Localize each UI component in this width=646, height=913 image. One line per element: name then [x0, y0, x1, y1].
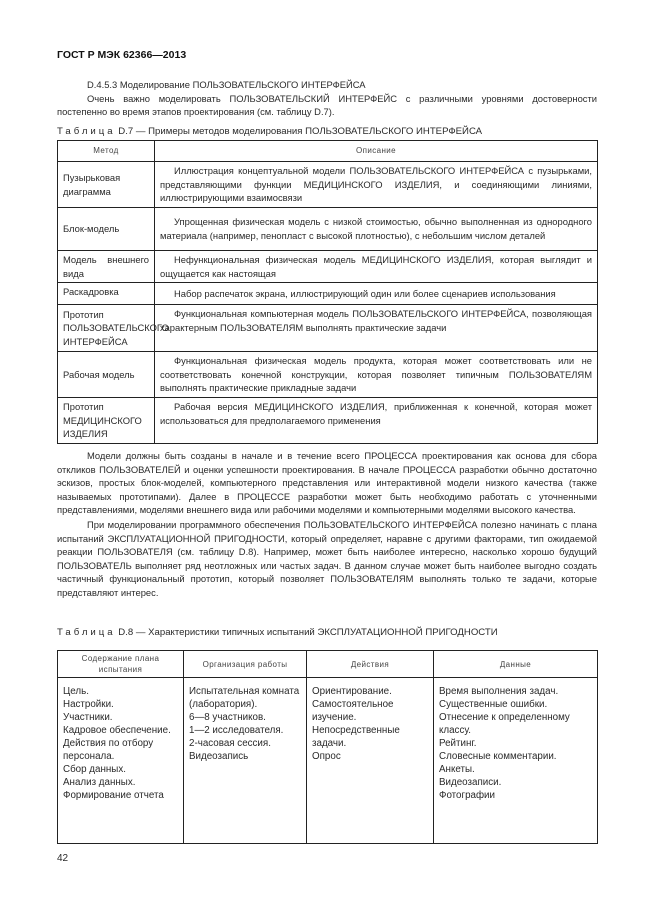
body-text	[57, 449, 597, 600]
data-cell	[434, 678, 598, 844]
table-row	[58, 352, 598, 398]
column-header-method: Метод	[58, 141, 155, 162]
list-item: Видеозапись	[189, 751, 249, 762]
document-header: ГОСТ Р МЭК 62366—2013	[57, 49, 187, 61]
list-item: Видеозаписи.	[439, 777, 502, 788]
description-cell: Набор распечаток экрана, иллюстрирующий один или более сценариев использования	[155, 283, 598, 305]
table-row	[58, 162, 598, 208]
list-item: Опрос	[312, 751, 341, 762]
list-item: Сбор данных.	[63, 764, 126, 775]
list-item: Действия по отбору персонала.	[63, 738, 154, 762]
intro-section	[57, 78, 597, 119]
table-d7-caption	[57, 126, 482, 137]
organization-cell	[184, 678, 307, 844]
table-header-row	[58, 651, 598, 678]
caption-text: D.7 — Примеры методов моделирования ПОЛЬЗОВАТЕЛЬСКОГО ИНТЕРФЕЙСА	[115, 126, 483, 137]
table-header-row	[58, 141, 598, 162]
list-item: Самостоятельное изучение.	[312, 699, 394, 723]
table-row	[58, 208, 598, 251]
column-header-description: Описание	[155, 141, 598, 162]
description-cell: Упрощенная физическая модель с низкой стоимостью, обычно выполненная из однородного материала (например, пенопласт с высокой плотностью), с небольшим числом деталей	[155, 208, 598, 251]
method-cell: Прототип ПОЛЬЗОВАТЕЛЬСКОГО ИНТЕРФЕЙСА	[58, 305, 155, 352]
list-item: 1—2 исследователя.	[189, 725, 284, 736]
table-d8-caption	[57, 627, 498, 638]
description-cell: Функциональная компьютерная модель ПОЛЬЗОВАТЕЛЬСКОГО ИНТЕРФЕЙСА, позволяющая характерным ПОЛЬЗОВАТЕЛЯМ выполнять практические задачи	[155, 305, 598, 352]
table-row	[58, 397, 598, 443]
table-row	[58, 305, 598, 352]
paragraph-software-modeling: При моделировании программного обеспечения ПОЛЬЗОВАТЕЛЬСКОГО ИНТЕРФЕЙСА полезно начинать с плана испытаний ЭКСПЛУАТАЦИОННОЙ ПРИГОДНОСТИ, который определяет, наравне с другими факторами, тип ожидаемой реакции ПОЛЬЗОВАТЕЛЯ (см. таблицу D.8). Например, может быть наиболее интересно, насколько хорошо будущий ПОЛЬЗОВАТЕЛЬ выполняет ряд неотложных или частых задач. В данном случае может быть наиболее выгодно создать частичный функциональный прототип, который позволяет ПОЛЬЗОВАТЕЛЯМ выполнять только те задачи, которые представляют интерес.	[57, 518, 597, 598]
column-header-data: Данные	[434, 651, 598, 678]
list-item: Формирование отчета	[63, 790, 164, 801]
list-item: Фотографии	[439, 790, 495, 801]
caption-text: D.8 — Характеристики типичных испытаний ЭКСПЛУАТАЦИОННОЙ ПРИГОДНОСТИ	[115, 627, 498, 638]
list-item: Анализ данных.	[63, 777, 136, 788]
table-row	[58, 251, 598, 283]
list-item: Кадровое обеспечение.	[63, 725, 171, 736]
list-item: Рейтинг.	[439, 738, 477, 749]
paragraph-models: Модели должны быть созданы в начале и в течение всего ПРОЦЕССА проектирования как основа для сбора откликов ПОЛЬЗОВАТЕЛЕЙ и оценки успешности проектирования. В начале ПРОЦЕССА разработки обычно достаточно эскизов, простых блок-моделей, компьютерного представления или интерактивной модели низкого качества (также называемых прототипами). Далее в ПРОЦЕССЕ разработки может быть необходимо работать с уточненными представлениями, моделями внешнего вида или рабочими моделями и компьютерными моделями высокого качества.	[57, 450, 597, 516]
list-item: Непосредственные задачи.	[312, 725, 400, 749]
description-cell: Нефункциональная физическая модель МЕДИЦИНСКОГО ИЗДЕЛИЯ, которая выглядит и ощущается как настоящая	[155, 251, 598, 283]
column-header-organization: Организация работы	[184, 651, 307, 678]
list-item: Цель.	[63, 686, 89, 697]
description-cell: Функциональная физическая модель продукта, которая может соответствовать или не соответствовать конечной конструкции, которая позволяет типичным ПОЛЬЗОВАТЕЛЯМ выполнять практические прикладные задачи	[155, 352, 598, 398]
list-item: Участники.	[63, 712, 113, 723]
table-d8	[57, 650, 598, 844]
list-item: 2-часовая сессия.	[189, 738, 271, 749]
actions-cell	[307, 678, 434, 844]
list-item: 6—8 участников.	[189, 712, 266, 723]
description-cell: Рабочая версия МЕДИЦИНСКОГО ИЗДЕЛИЯ, приближенная к конечной, которая может использоваться для предполагаемого применения	[155, 397, 598, 443]
list-item: Настройки.	[63, 699, 114, 710]
caption-prefix: Таблица	[57, 126, 116, 137]
page-number: 42	[57, 853, 69, 864]
caption-prefix: Таблица	[57, 627, 116, 638]
list-item: Испытательная комната (лаборатория).	[189, 686, 300, 710]
method-cell: Раскадровка	[58, 283, 155, 305]
method-cell: Модель внешнего вида	[58, 251, 155, 283]
column-header-actions: Действия	[307, 651, 434, 678]
column-header-plan: Содержание плана испытания	[58, 651, 184, 678]
intro-paragraph: Очень важно моделировать ПОЛЬЗОВАТЕЛЬСКИЙ ИНТЕРФЕЙС с различными уровнями достоверности постепенно во время этапов проектирования (см. таблицу D.7).	[57, 92, 597, 118]
description-cell: Иллюстрация концептуальной модели ПОЛЬЗОВАТЕЛЬСКОГО ИНТЕРФЕЙСА с пузырьками, представляющими функции МЕДИЦИНСКОГО ИЗДЕЛИЯ, и соединяющими линиями, иллюстрирующими взаимосвязи	[155, 162, 598, 208]
section-title: D.4.5.3 Моделирование ПОЛЬЗОВАТЕЛЬСКОГО ИНТЕРФЕЙСА	[87, 79, 366, 90]
method-cell: Пузырьковая диаграмма	[58, 162, 155, 208]
table-row	[58, 678, 598, 844]
table-d7	[57, 140, 598, 444]
list-item: Ориентирование.	[312, 686, 392, 697]
method-cell: Рабочая модель	[58, 352, 155, 398]
list-item: Существенные ошибки.	[439, 699, 548, 710]
plan-content-cell	[58, 678, 184, 844]
list-item: Отнесение к определенному классу.	[439, 712, 570, 736]
list-item: Словесные комментарии.	[439, 751, 557, 762]
table-row	[58, 283, 598, 305]
list-item: Анкеты.	[439, 764, 475, 775]
method-cell: Прототип МЕДИЦИНСКОГО ИЗДЕЛИЯ	[58, 397, 155, 443]
method-cell: Блок-модель	[58, 208, 155, 251]
list-item: Время выполнения задач.	[439, 686, 559, 697]
